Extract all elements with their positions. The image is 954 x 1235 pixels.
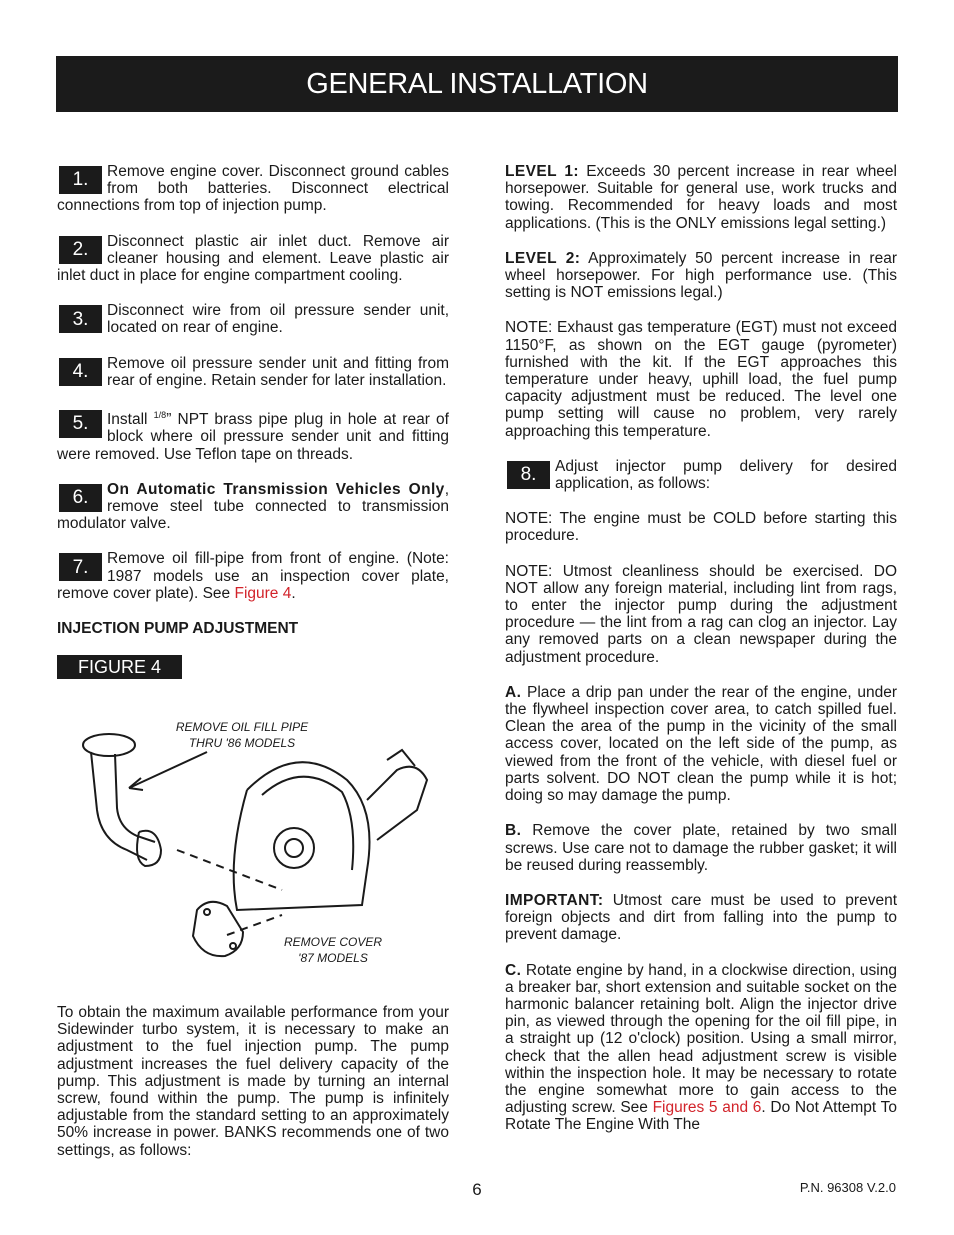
pump-drive-hub [285, 839, 303, 857]
level-1-label: LEVEL 1: [505, 163, 579, 180]
pipe-size-fraction: 1/8 [153, 410, 167, 421]
substep-a [505, 684, 897, 804]
fill-pipe-outer [91, 752, 147, 860]
callout-bottom-line-2: '87 MODELS [298, 951, 368, 965]
step-4 [57, 355, 449, 389]
step-number: 8. [507, 461, 550, 489]
important-note [505, 892, 897, 944]
step-text: Remove oil pressure sender unit and fitting from rear of engine. Retain sender for later installation. [107, 354, 449, 389]
callout-top-line-2: THRU '86 MODELS [188, 736, 296, 750]
substep-c-text: Rotate engine by hand, in a clockwise direction, using a breaker bar, short extension and suitable socket on the harmonic balancer retaining bolt. Align the injector drive pin, as viewed through the opening for the oil fill pipe, in a straight up (12 o'clock) position. Using a small mirror, check that the allen head adjustment screw is visible within the inspection hole. It may be necessary to rotate the engine somewhat more to gain access to the adjusting screw. See [505, 961, 897, 1117]
callout-leader-top [129, 752, 207, 788]
callout-bottom-line-1: REMOVE COVER [283, 935, 383, 949]
important-text: Utmost care must be used to prevent foreign objects and dirt from falling into the pump to prevent damage. [505, 891, 897, 944]
figure-4-illustration [57, 700, 449, 1000]
step-text: , remove steel tube connected to transmission modulator valve. [57, 480, 449, 533]
level-2-label: LEVEL 2: [505, 249, 581, 267]
pump-opening [274, 828, 314, 868]
step-text: Adjust injector pump delivery for desired application, as follows: [555, 457, 897, 493]
step-text: Remove oil fill-pipe from front of engine. (Note: 1987 models use an inspection cover plate, remove cover plate). See [57, 550, 449, 602]
page-title: GENERAL INSTALLATION [306, 67, 648, 100]
substep-b [505, 822, 897, 874]
figure-label: FIGURE 4 [57, 655, 182, 679]
step-7 [57, 550, 449, 602]
left-column [57, 163, 449, 679]
step-1 [57, 163, 449, 215]
step-text: Disconnect plastic air inlet duct. Remove air cleaner housing and element. Leave plastic air inlet duct in place for engine compartment cooling. [57, 232, 449, 285]
note-cold: NOTE: The engine must be COLD before starting this procedure. [505, 510, 897, 545]
step-5 [57, 407, 449, 463]
substep-b-text: Remove the cover plate, retained by two small screws. Use care not to damage the rubber gasket; it will be reused during reassembly. [505, 822, 897, 874]
pump-fitting-nut [387, 750, 415, 766]
substep-c-tail: . Do Not Attempt To Rotate The Engine With The [505, 1099, 897, 1134]
level-2-paragraph [505, 250, 897, 302]
figures-5-6-link[interactable]: Figures 5 and 6 [652, 1099, 762, 1117]
page-title-banner [56, 56, 898, 112]
substep-a-label: A. [505, 683, 522, 701]
substep-c [505, 962, 897, 1134]
step-text-b: ” NPT brass pipe plug in hole at rear of block where oil pressure sender unit and fitting were removed. Use Teflon tape on threads. [57, 411, 449, 463]
step-number: 7. [59, 553, 102, 581]
step-bold-text: On Automatic Transmission Vehicles Only [107, 480, 445, 498]
step-3 [57, 302, 449, 336]
fill-pipe-flange [137, 831, 161, 866]
section-heading: INJECTION PUMP ADJUSTMENT [57, 620, 299, 638]
guide-line-upper [177, 850, 282, 890]
step-text-tail: . [291, 584, 296, 602]
step-text: Disconnect wire from oil pressure sender unit, located on rear of engine. [107, 302, 449, 337]
step-2 [57, 233, 449, 285]
step-number: 2. [59, 236, 102, 264]
step-number: 4. [59, 358, 102, 386]
level-1-paragraph [505, 163, 897, 232]
important-label: IMPORTANT: [505, 891, 604, 909]
pump-fitting [367, 767, 427, 840]
right-column [505, 163, 897, 1152]
engine-illustration [57, 700, 449, 1000]
intro-paragraph: To obtain the maximum available performance from your Sidewinder turbo system, it is necessary to make an adjustment to the fuel injection pump. The pump adjustment increases the fuel delivery capacity of the pump. This adjustment is made by turning an internal screw, found within the pump. The pump is infinitely adjustable from the standard setting to an approximately 50% increase in power. BANKS recommends one of two settings, as follows: [57, 1004, 449, 1159]
step-number: 5. [59, 410, 102, 438]
cover-screw-hole [230, 943, 236, 949]
step-number: 6. [59, 484, 102, 512]
callout-top-line-1: REMOVE OIL FILL PIPE [175, 720, 309, 734]
step-text-a: Install [107, 411, 154, 429]
step-8 [505, 458, 897, 492]
substep-a-text: Place a drip pan under the rear of the engine, under the flywheel inspection cover area, to catch spilled fuel. Clean the area of the pump in the vicinity of the small access cover, located on the left side of the pump, as viewed from the front of the vehicle, with diesel fuel or parts solvent. DO NOT clean the pump while it is hot; doing so may damage the pump. [505, 683, 897, 805]
step-number: 3. [59, 305, 102, 333]
step-text: Remove engine cover. Disconnect ground cables from both batteries. Disconnect electrical connections from top of injection pump. [57, 163, 449, 215]
fill-pipe-inner [115, 754, 155, 842]
pump-housing [234, 762, 370, 910]
note-egt: NOTE: Exhaust gas temperature (EGT) must not exceed 1150°F, as shown on the EGT gauge (pyrometer) furnished with the kit. If the EGT approaches this temperature under heavy, uphill load, the fuel pump capacity adjustment must be reduced. The level one pump setting will cause no problem, very rarely approaching this temperature. [505, 319, 897, 440]
substep-b-label: B. [505, 822, 522, 840]
cover-screw-hole [204, 909, 210, 915]
note-cleanliness: NOTE: Utmost cleanliness should be exercised. DO NOT allow any foreign material, including lint from rags, to enter the injector pump during the adjustment procedure — the lint from a rag can clog an injector. Lay any removed parts on a clean newspaper during the adjustment procedure. [505, 562, 897, 666]
step-6 [57, 481, 449, 533]
level-1-text: Exceeds 30 percent increase in rear wheel horsepower. Suitable for general use, work trucks and towing. Recommended for heavy loads and most applications. (This is the ONLY emissions legal setting.) [505, 163, 897, 232]
figure-4-link[interactable]: Figure 4 [234, 584, 292, 602]
substep-c-label: C. [505, 961, 522, 979]
step-number: 1. [59, 166, 102, 194]
part-number: P.N. 96308 V.2.0 [799, 1180, 896, 1195]
level-2-text: Approximately 50 percent increase in rear wheel horsepower. For high performance use. (This setting is NOT emissions legal.) [505, 249, 897, 302]
page-number: 6 [472, 1180, 482, 1199]
